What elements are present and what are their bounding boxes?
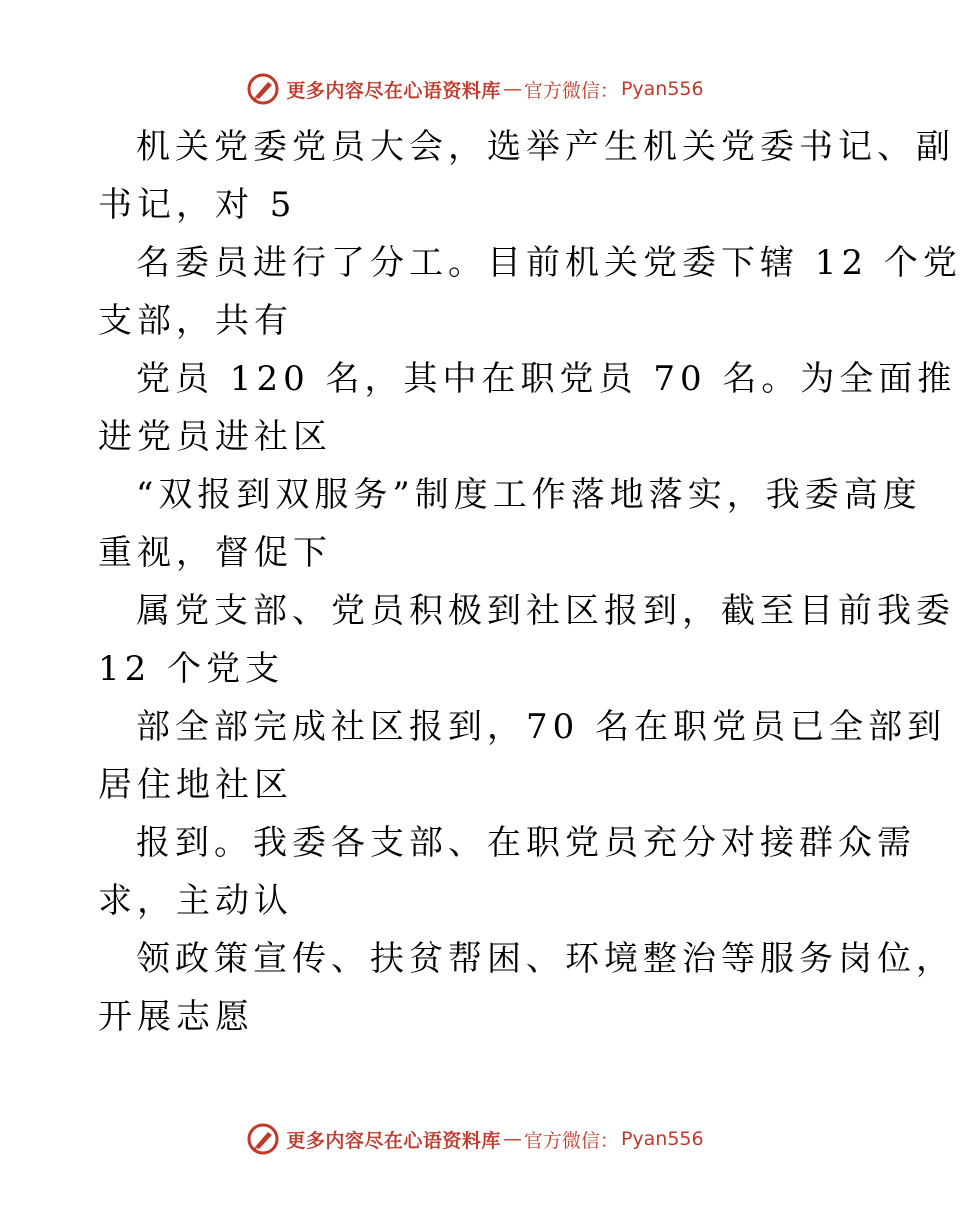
watermark-separator: — — [502, 78, 522, 100]
text-line: 书记，对 5 — [98, 185, 297, 225]
text-line: 部全部完成社区报到，70 名在职党员已全部到 — [136, 707, 947, 747]
text-line: 12 个党支 — [98, 649, 285, 689]
watermark-separator: — — [502, 1128, 522, 1150]
text-line: 报到。我委各支部、在职党员充分对接群众需 — [136, 823, 916, 863]
text-line: 机关党委党员大会，选举产生机关党委书记、副 — [136, 127, 955, 167]
watermark-text — [286, 1126, 703, 1153]
pen-logo-icon — [246, 72, 280, 106]
text-line: “双报到双服务”制度工作落地落实，我委高度 — [136, 475, 922, 515]
text-line: 名委员进行了分工。目前机关党委下辖 12 个党 — [136, 243, 962, 283]
watermark-header — [0, 72, 950, 106]
watermark-footer — [0, 1122, 950, 1156]
text-line: 进党员进社区 — [98, 417, 332, 457]
document-body — [98, 118, 962, 1046]
text-line: 开展志愿 — [98, 997, 254, 1037]
watermark-main: 更多内容尽在心语资料库 — [286, 1129, 501, 1152]
text-line: 居住地社区 — [98, 765, 293, 805]
watermark-text — [286, 76, 703, 103]
text-line: 求，主动认 — [98, 881, 293, 921]
watermark-label: 官方微信： — [523, 79, 619, 102]
text-line: 支部，共有 — [98, 301, 293, 341]
text-line: 领政策宣传、扶贫帮困、环境整治等服务岗位， — [136, 939, 955, 979]
watermark-label: 官方微信： — [523, 1129, 619, 1152]
text-line: 重视，督促下 — [98, 533, 332, 573]
watermark-main: 更多内容尽在心语资料库 — [286, 79, 501, 102]
watermark-wechat-id: Pyan556 — [620, 78, 704, 100]
pen-logo-icon — [246, 1122, 280, 1156]
text-line: 属党支部、党员积极到社区报到，截至目前我委 — [136, 591, 955, 631]
watermark-wechat-id: Pyan556 — [620, 1128, 704, 1150]
text-line: 党员 120 名，其中在职党员 70 名。为全面推 — [136, 359, 957, 399]
